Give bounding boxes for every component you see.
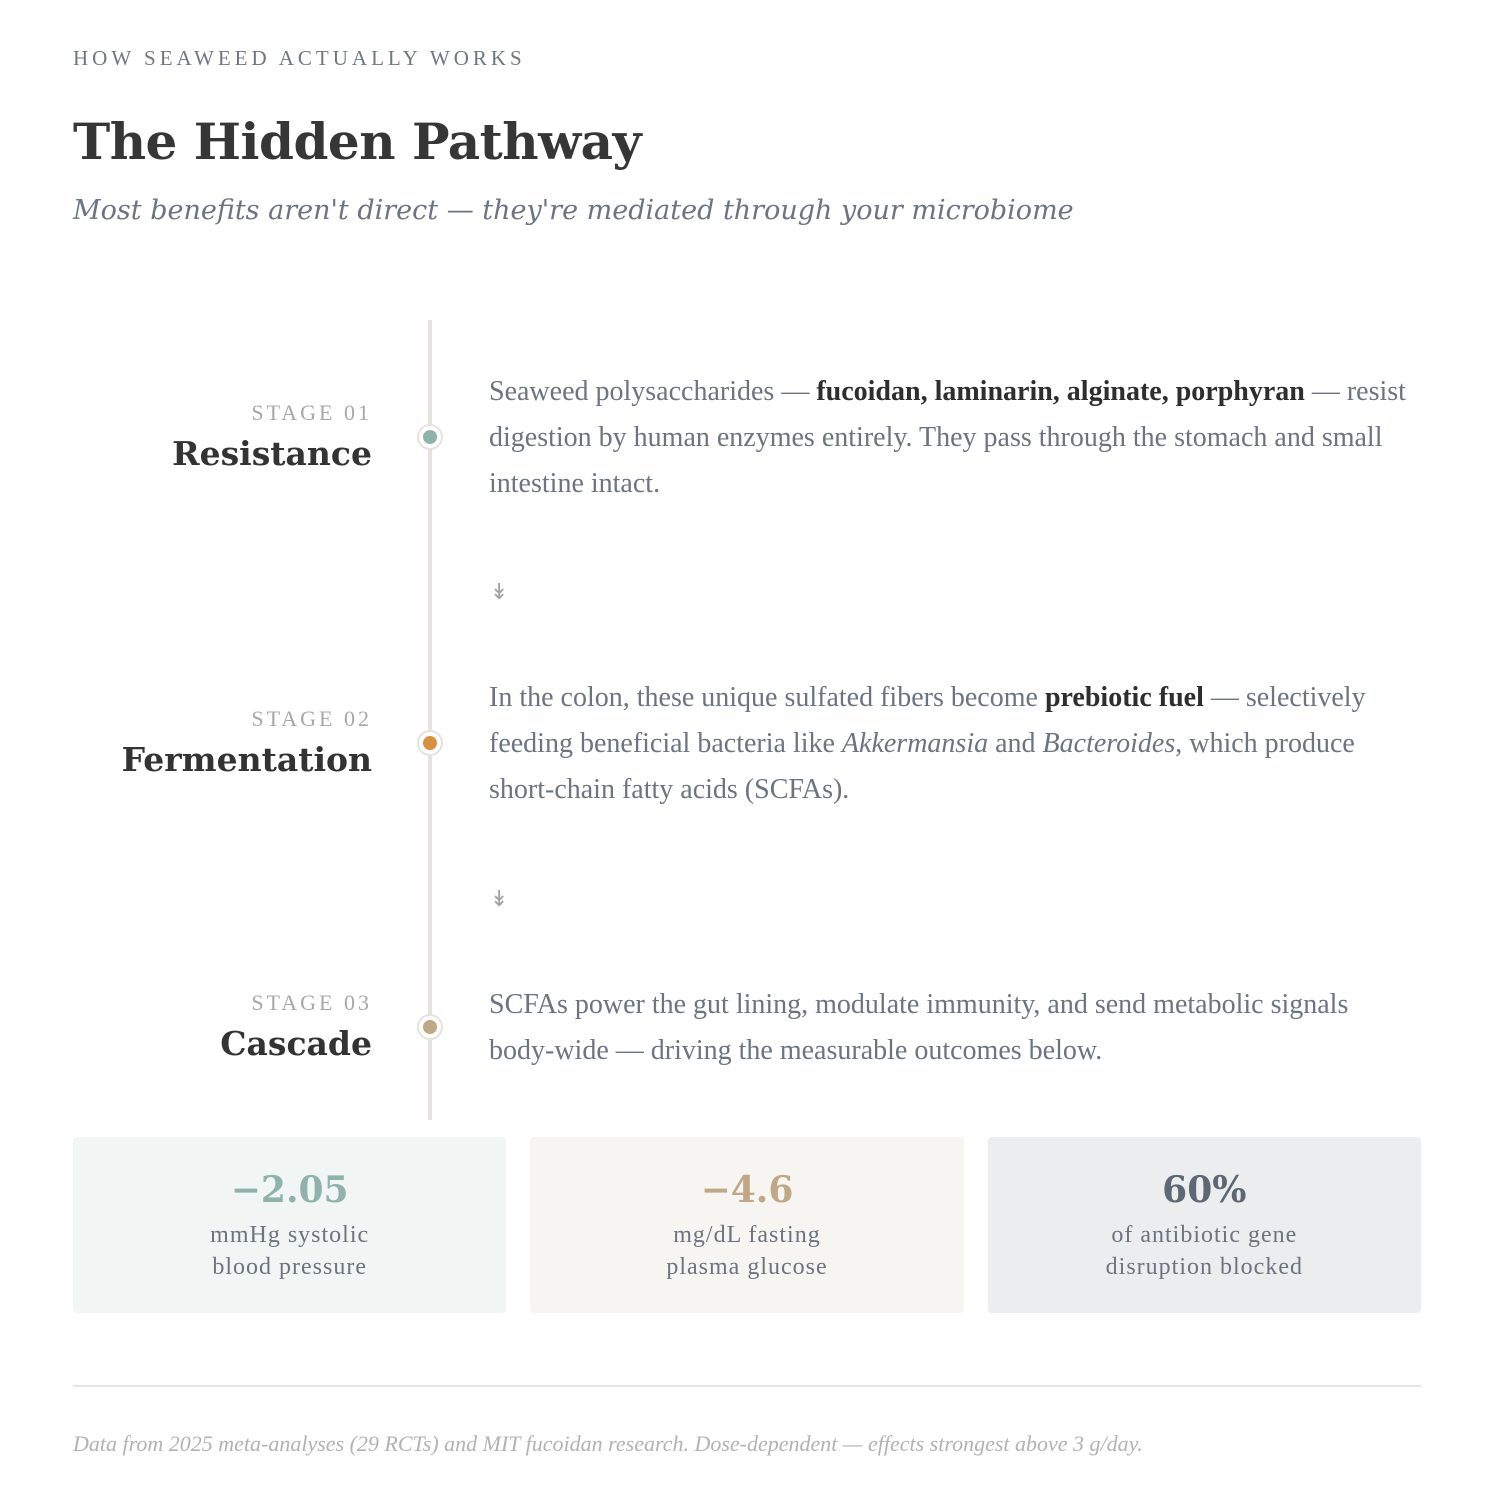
metric-card-glucose [530,1137,963,1313]
footer-divider [73,1385,1421,1387]
stage-description: Seaweed polysaccharides — fucoidan, laminarin, alginate, porphyran — resist digestion by human enzymes entirely. They pass through the stomach and small intestine intact. [489,376,1406,499]
stage-description: In the colon, these unique sulfated fibers become prebiotic fuel — selectively feeding beneficial bacteria like Akkermansia and Bacteroides, which produce short-chain fatty acids (SCFAs). [489,682,1366,805]
metric-label: mmHg systolic blood pressure [210,1222,370,1280]
footnote: Data from 2025 meta-analyses (29 RCTs) and MIT fucoidan research. Dose-dependent — effects strongest above 3 g/day. [73,1431,1143,1456]
timeline-dot [417,730,443,756]
stage-description: SCFAs power the gut lining, modulate immunity, and send metabolic signals body-wide — driving the measurable outcomes below. [489,989,1349,1066]
timeline-dot-fill [423,430,437,444]
metric-card-antibiotic [988,1137,1421,1313]
metric-label: of antibiotic gene disruption blocked [1105,1222,1303,1280]
metrics-row [73,1137,1421,1313]
timeline-dot [417,424,443,450]
stage-name: Cascade [220,1024,372,1063]
page-title: The Hidden Pathway [73,112,642,171]
down-arrow-icon: ↡ [490,580,509,605]
eyebrow-label: HOW SEAWEED ACTUALLY WORKS [73,46,526,70]
stage-label: STAGE 03 [251,990,372,1015]
metric-value: −2.05 [230,1169,349,1211]
metric-value: −4.6 [700,1169,794,1211]
timeline-dot-fill [423,736,437,750]
stage-name: Resistance [172,434,372,473]
stage-label: STAGE 02 [251,706,372,731]
down-arrow-icon: ↡ [490,887,509,912]
stage-label: STAGE 01 [251,400,372,425]
page-subtitle: Most benefits aren't direct — they're mediated through your microbiome [73,195,1074,226]
stage-name: Fermentation [121,740,372,779]
metric-value: 60% [1162,1169,1247,1211]
metric-label: mg/dL fasting plasma glucose [666,1222,828,1280]
timeline-dot [417,1014,443,1040]
timeline-dot-fill [423,1020,437,1034]
metric-card-blood-pressure [73,1137,506,1313]
